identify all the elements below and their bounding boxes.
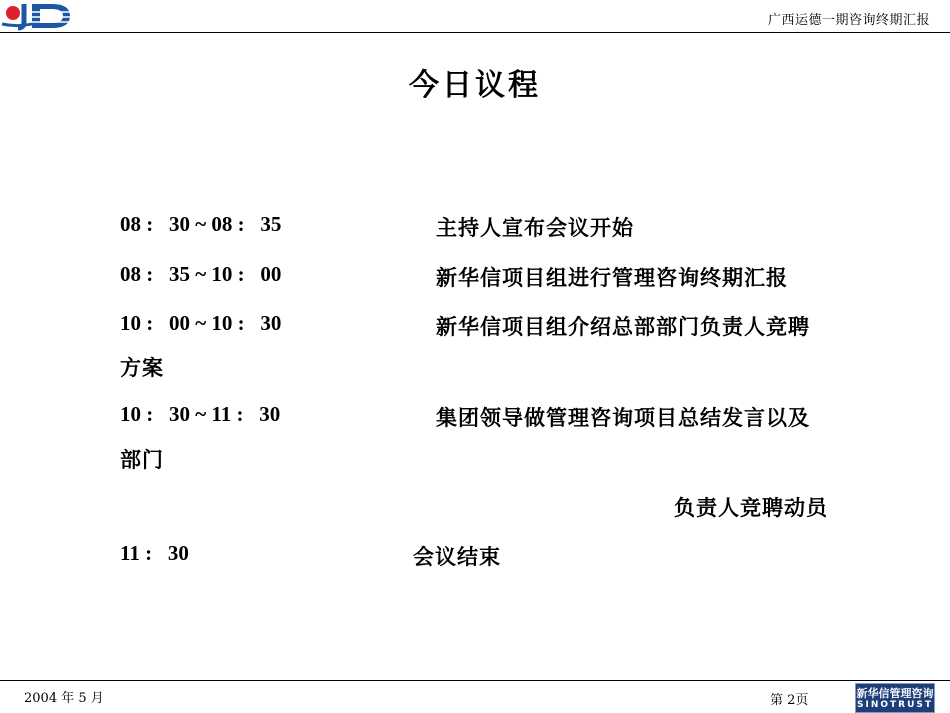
- agenda-time-3: 10 : 00 ~ 10 : 30: [120, 311, 282, 335]
- agenda-item-3: 新华信项目组介绍总部部门负责人竞聘: [436, 314, 810, 339]
- agenda-item-4-extra: 负责人竞聘动员: [674, 495, 828, 520]
- agenda-item-4-continued: 部门: [120, 447, 164, 472]
- agenda-item-1: 主持人宣布会议开始: [436, 215, 634, 240]
- agenda-time-5: 11 : 30: [120, 541, 189, 565]
- header-divider: [0, 32, 950, 33]
- footer-date: 2004 年 5 月: [24, 691, 104, 706]
- agenda-time-2: 08 : 35 ~ 10 : 00: [120, 262, 282, 286]
- brand-name-en: SINOTRUST: [856, 700, 933, 710]
- brand-name-cn: 新华信管理咨询: [856, 687, 934, 700]
- company-logo-icon: [0, 0, 74, 32]
- agenda-item-3-continued: 方案: [120, 355, 164, 380]
- slide-title: 今日议程: [409, 68, 541, 103]
- agenda-item-5: 会议结束: [413, 544, 501, 569]
- page-number: 第 2页: [770, 693, 809, 708]
- agenda-time-4: 10 : 30 ~ 11 : 30: [120, 402, 281, 426]
- footer-divider: [0, 680, 950, 681]
- brand-logo: [855, 683, 935, 713]
- agenda-time-1: 08 : 30 ~ 08 : 35: [120, 212, 282, 236]
- agenda-item-4: 集团领导做管理咨询项目总结发言以及: [436, 405, 810, 430]
- agenda-item-2: 新华信项目组进行管理咨询终期汇报: [436, 265, 788, 290]
- header-title: 广西运德一期咨询终期汇报: [767, 13, 930, 28]
